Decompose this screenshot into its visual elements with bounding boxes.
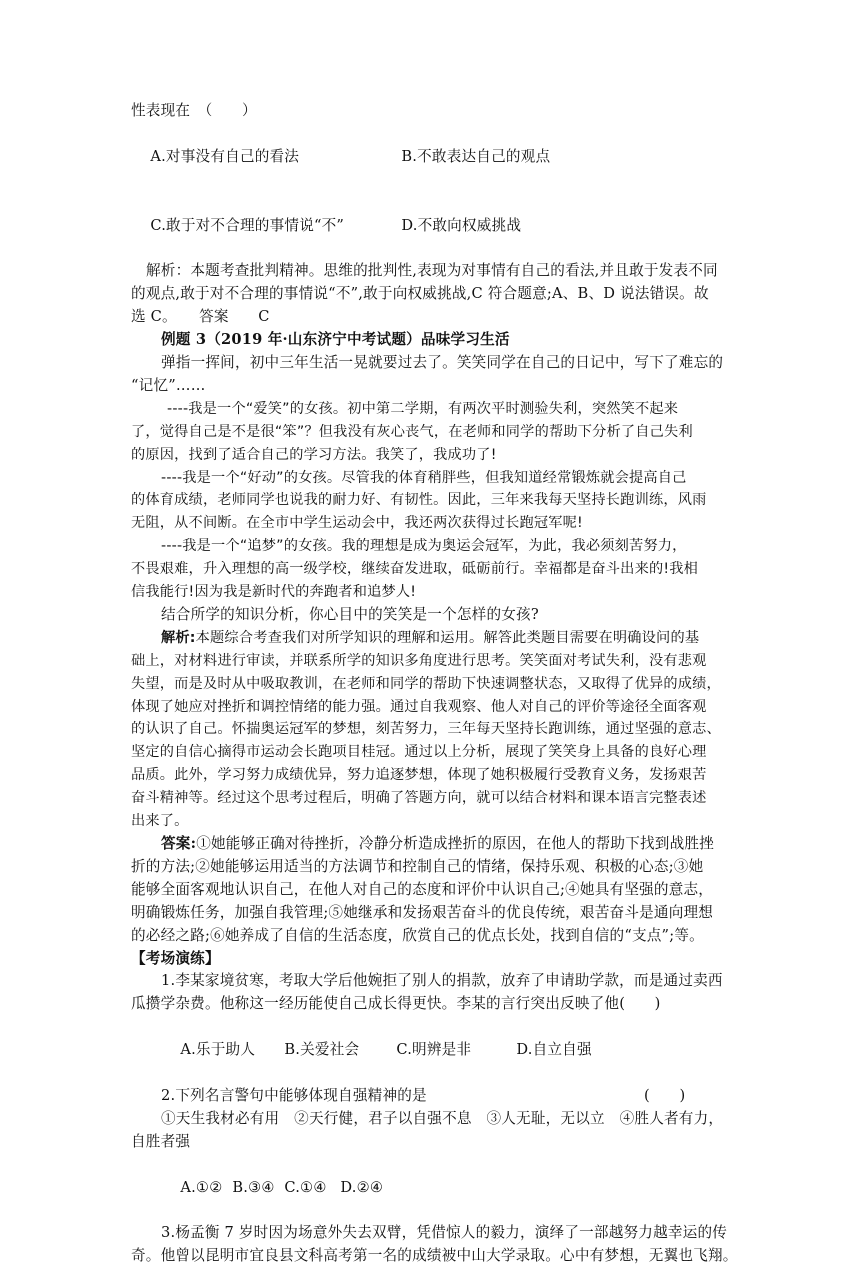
- intro-line: 弹指一挥间，初中三年生活一晃就要过去了。笑笑同学在自己的日记中，写下了难忘的: [161, 353, 724, 371]
- option-a: A.对事没有自己的看法: [150, 147, 300, 165]
- options-row: [131, 1016, 731, 1085]
- answer-text: ①她能够正确对待挫折，冷静分析造成挫折的原因，在他人的帮助下找到战胜挫: [196, 835, 714, 852]
- q2-option-b: B.③④: [232, 1178, 275, 1196]
- q1-line: 1.李某家境贫寒，考取大学后他婉拒了别人的捐款，放弃了申请助学款，而是通过卖西: [161, 972, 723, 990]
- intro-line: “记忆”……: [131, 376, 206, 394]
- q2-items-line: 自胜者强: [131, 1132, 191, 1150]
- options-row: [131, 192, 731, 261]
- diary-line: 不畏艰难，升入理想的高一级学校，继续奋发进取，砥砺前行。幸福都是奋斗出来的!我相: [131, 561, 699, 578]
- diary-line: 信我能行!因为我是新时代的奔跑者和追梦人!: [131, 584, 417, 601]
- analysis-line: 坚定的自信心摘得市运动会长跑项目桂冠。通过以上分析，展现了笑笑身上具备的良好心理: [131, 744, 707, 761]
- analysis-line: 失望，而是及时从中吸取教训，在老师和同学的帮助下快速调整状态，又取得了优异的成绩，: [131, 675, 721, 692]
- diary-line: 无阻，从不间断。在全市中学生运动会中，我还两次获得过长跑冠军呢!: [131, 515, 583, 532]
- q2-option-c: C.①④: [284, 1178, 327, 1196]
- answer-line: 折的方法;②她能够运用适当的方法调节和控制自己的情绪，保持乐观、积极的心态;③她: [131, 857, 704, 875]
- example-title: 例题 3（2019 年·山东济宁中考试题）品味学习生活: [161, 331, 510, 349]
- analysis-label: 解析:: [161, 629, 196, 646]
- analysis-line: 解析：本题考查批判精神。思维的批判性,表现为对事情有自己的看法,并且敢于发表不同: [146, 262, 718, 280]
- answer-line: 的必经之路;⑥她养成了自信的生活态度，欣赏自己的优点长处，找到自信的“支点”;等。: [131, 926, 704, 944]
- diary-line: 的原因，找到了适合自己的学习方法。我笑了，我成功了!: [131, 446, 497, 463]
- option-b: B.不敢表达自己的观点: [401, 147, 551, 165]
- answer-line: 选 C。 答案 C: [131, 308, 270, 326]
- analysis-line: 体现了她应对挫折和调控情绪的能力强。通过自我观察、他人对自己的评价等途径全面客观: [131, 698, 707, 715]
- option-d: D.不敢向权威挑战: [401, 216, 522, 234]
- q2-stem-line: [131, 1085, 731, 1108]
- analysis-line: 的观点,敢于对不合理的事情说“不”,敢于向权威挑战,C 符合题意;A、B、D 说法错误。故: [131, 285, 709, 303]
- analysis-line: 出来了。: [131, 813, 189, 830]
- diary-line: ----我是一个“爱笑”的女孩。初中第二学期，有两次平时测验失利，突然笑不起来: [167, 400, 679, 417]
- q1-option-b: B.关爱社会: [284, 1041, 360, 1059]
- q2-items-line: ①天生我材必有用 ②天行健，君子以自强不息 ③人无耻，无以立 ④胜人者有力，: [161, 1109, 724, 1127]
- answer-line: 明确锻炼任务，加强自我管理;⑤她继承和发扬艰苦奋斗的优良传统，艰苦奋斗是通向理想: [131, 903, 714, 921]
- analysis-line: 奋斗精神等。经过这个思考过程后，明确了答题方向，就可以结合材料和课本语言完整表述: [131, 790, 707, 807]
- q2-option-d: D.②④: [340, 1178, 384, 1196]
- question-stem-tail: 性表现在 （ ）: [131, 102, 257, 119]
- answer-label: 答案:: [161, 835, 197, 852]
- analysis-line: [131, 627, 731, 650]
- q2-option-a: A.①②: [180, 1178, 223, 1196]
- q2-stem: 2.下列名言警句中能够体现自强精神的是: [161, 1086, 427, 1104]
- example-question: 结合所学的知识分析，你心目中的笑笑是一个怎样的女孩?: [161, 605, 539, 623]
- q1-option-a: A.乐于助人: [180, 1041, 256, 1059]
- q1-option-d: D.自立自强: [516, 1041, 592, 1059]
- q3-line: 3.杨孟衡 7 岁时因为场意外失去双臂，凭借惊人的毅力，演绎了一部越努力越幸运的传: [161, 1224, 728, 1242]
- answer-line: 能够全面客观地认识自己，在他人对自己的态度和评价中认识自己;④她具有坚强的意志，: [131, 880, 714, 898]
- document-page: [131, 100, 738, 1268]
- analysis-line: 品质。此外，学习努力成绩优异，努力追逐梦想，体现了她积极履行受教育义务，发扬艰苦: [131, 767, 707, 784]
- answer-line: [131, 833, 731, 856]
- q3-line: 奇。他曾以昆明市宜良县文科高考第一名的成绩被中山大学录取。心中有梦想，无翼也飞翔。: [131, 1247, 738, 1265]
- section-heading: 【考场演练】: [131, 949, 220, 967]
- q1-line: 瓜攒学杂费。他称这一经历能使自己成长得更快。李某的言行突出反映了他( ): [131, 995, 661, 1013]
- q2-bracket: ( ): [644, 1086, 686, 1104]
- options-row: [131, 1154, 731, 1223]
- analysis-text: 本题综合考查我们对所学知识的理解和运用。解答此类题目需要在明确设问的基: [195, 629, 700, 646]
- diary-line: ----我是一个“好动”的女孩。尽管我的体育稍胖些，但我知道经常锻炼就会提高自己: [161, 469, 687, 486]
- option-c: C.敢于对不合理的事情说“不”: [150, 216, 345, 234]
- analysis-line: 的认识了自己。怀揣奥运冠军的梦想，刻苦努力，三年每天坚持长跑训练，通过坚强的意志、: [131, 721, 721, 738]
- diary-line: 了，觉得自己是不是很“笨”？但我没有灰心丧气，在老师和同学的帮助下分析了自己失利: [131, 423, 693, 440]
- analysis-line: 础上，对材料进行审读，并联系所学的知识多角度进行思考。笑笑面对考试失利，没有悲观: [131, 652, 707, 669]
- diary-line: 的体育成绩，老师同学也说我的耐力好、有韧性。因此，三年来我每天坚持长跑训练，风雨: [131, 492, 707, 509]
- q1-option-c: C.明辨是非: [396, 1041, 472, 1059]
- options-row: [131, 123, 731, 192]
- diary-line: ----我是一个“追梦”的女孩。我的理想是成为奥运会冠军，为此，我必须刻苦努力，: [161, 538, 687, 555]
